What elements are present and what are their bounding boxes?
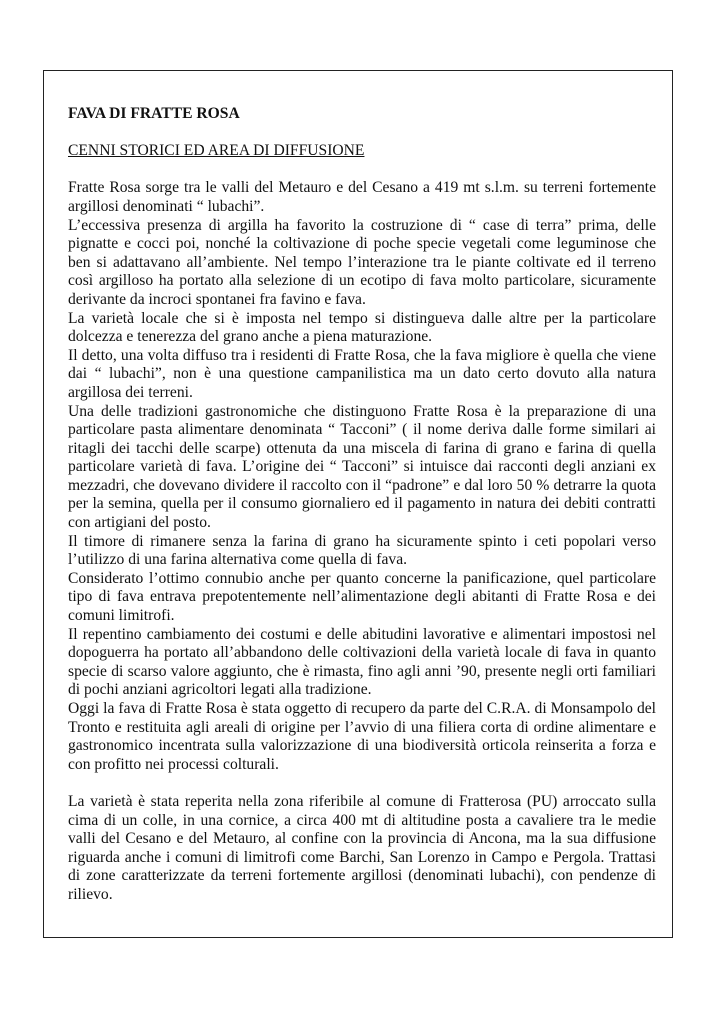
section-heading: CENNI STORICI ED AREA DI DIFFUSIONE [68, 142, 365, 160]
paragraph-9: Oggi la fava di Fratte Rosa è stata oggetto di recupero da parte del C.R.A. di Monsampolo del Tronto e restituita agli areali di origine per l’avvio di una filiera corta di ordine alimentare e gastronomico incentrata sulla valorizzazione di una biodiversità orticola reinserita a forza e con profitto nei processi colturali. [68, 700, 656, 773]
paragraph-4: Il detto, una volta diffuso tra i residenti di Fratte Rosa, che la fava migliore è quella che viene dai “ lubachi”, non è una questione campanilistica ma un dato certo dovuto alla natura argillosa dei terreni. [68, 346, 656, 401]
closing-paragraph: La varietà è stata reperita nella zona riferibile al comune di Fratterosa (PU) arroccato sulla cima di un colle, in una cornice, a circa 400 mt di altitudine posta a cavaliere tra le medie valli del Cesano e del Metauro, al confine con la provincia di Ancona, ma la sua diffusione riguarda anche i comuni di limitrofi come Barchi, San Lorenzo in Campo e Pergola. Trattasi di zone caratterizzate da terreni fortemente argillosi (denominati lubachi), con pendenze di rilievo. [68, 792, 656, 903]
document-body [68, 105, 656, 905]
paragraph-spacer [68, 774, 656, 793]
paragraph-8: Il repentino cambiamento dei costumi e delle abitudini lavorative e alimentari impostosi nel dopoguerra ha portato all’abbandono delle coltivazioni della varietà locale di fava in quanto specie di scarso valore aggiunto, che è rimasta, fino agli anni ’90, presente negli orti familiari di pochi anziani agricoltori legati alla tradizione. [68, 625, 656, 699]
document-title: FAVA DI FRATTE ROSA [68, 105, 240, 122]
paragraph-5: Una delle tradizioni gastronomiche che distinguono Fratte Rosa è la preparazione di una particolare pasta alimentare denominata “ Tacconi” ( il nome deriva dalle forme similari ai ritagli dei tacchi delle scarpe) ottenuta da una miscela di farina di grano e farina di quella particolare varietà di fava. L’origine dei “ Tacconi” si intuisce dai racconti degli anziani ex mezzadri, che dovevano dividere il raccolto con il “padrone” e dal loro 50 % detrarre la quota per la semina, quella per il consumo giornaliero ed il pagamento in natura dei debiti contratti con artigiani del posto. [68, 402, 656, 532]
paragraph-3: La varietà locale che si è imposta nel tempo si distingueva dalle altre per la particolare dolcezza e tenerezza del grano anche a piena maturazione. [68, 309, 656, 346]
paragraph-6: Il timore di rimanere senza la farina di grano ha sicuramente spinto i ceti popolari verso l’utilizzo di una farina alternativa come quella di fava. [68, 532, 656, 569]
paragraph-2: L’eccessiva presenza di argilla ha favorito la costruzione di “ case di terra” prima, delle pignatte e cocci poi, nonché la coltivazione di poche specie vegetali come leguminose che ben si adattavano all’ambiente. Nel tempo l’interazione tra le piante coltivate ed il terreno così argilloso ha portato alla selezione di un ecotipo di fava molto particolare, sicuramente derivante da incroci spontanei fra favino e fava. [68, 216, 656, 308]
paragraph-1: Fratte Rosa sorge tra le valli del Metauro e del Cesano a 419 mt s.l.m. su terreni fortemente argillosi denominati “ lubachi”. [68, 179, 656, 215]
paragraph-7: Considerato l’ottimo connubio anche per quanto concerne la panificazione, quel particolare tipo di fava entrava prepotentemente nell’alimentazione degli abitanti di Fratte Rosa e dei comuni limitrofi. [68, 569, 656, 625]
